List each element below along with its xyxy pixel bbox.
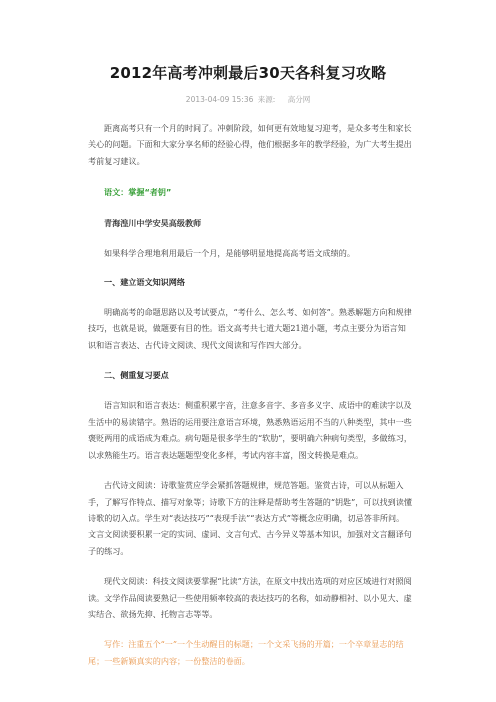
paragraph-2: 语言知识和语言表达：侧重积累字音，注意多音字、多音多义字、成语中的难读字以及生活中的易读错字。熟语的运用要注意语言环境，熟悉熟语运用不当的八种类型，其中一些褒贬两用的成语成为难点。病句题是很多学生的“软肋”，要明确六种病句类型，多做练习，以求熟能生巧。语言表达题题型变化多样，考试内容丰富，图文转换是难点。 <box>88 400 412 460</box>
paragraph-4: 现代文阅读：科技文阅读要掌握“比读”方法，在原文中找出选项的对应区域进行对照阅读。文学作品阅读要熟记一些使用频率较高的表达技巧的名称，如动静相衬、以小见大、虚实结合、欲扬先抑、托物言志等等。 <box>88 576 412 619</box>
article-body <box>88 120 412 669</box>
chinese-intro-paragraph: 如果科学合理地利用最后一个月，是能够明显地提高高考语文成绩的。 <box>104 248 355 259</box>
paragraph-1: 明确高考的命题思路以及考试要点，“考什么、怎么考、如何答”。熟悉解题方向和规律技巧，也就是说，做题要有目的性。语文高考共七道大题21道小题，考点主要分为语言知识和语言表达、古代诗文阅读、现代文阅读和写作四大部分。 <box>88 306 412 350</box>
paragraph-3: 古代诗文阅读：诗歌鉴赏应学会紧抓答题规律，规范答题。鉴赏古诗，可以从标题入手，了解写作特点、描写对象等；诗歌下方的注释是帮助考生答题的“钥匙”，可以找到读懂诗歌的切入点。学生对“表达技巧”“表现手法”“表达方式”等概念应明确，切忌答非所问。文言文阅读要积累一定的实词、虚词、文言句式、古今异义等基本知识，加强对文言翻译句子的练习。 <box>88 480 412 556</box>
chinese-section-heading: 语文：掌握“者钥” <box>104 187 172 198</box>
section-heading-1: 一、建立语文知识网络 <box>104 277 185 288</box>
article-meta <box>0 94 496 105</box>
source-label: 来源: <box>257 95 276 104</box>
section-heading-2: 二、侧重复习要点 <box>104 370 169 381</box>
teacher-byline: 青海湟川中学安昊高级教师 <box>104 217 202 228</box>
publish-date: 2013-04-09 15:36 <box>185 95 254 104</box>
intro-paragraph: 距离高考只有一个月的时间了。冲刺阶段，如何更有效地复习迎考，是众多考生和家长关心的问题。下面和大家分享名师的经验心得，他们根据多年的教学经验，为广大考生提出考前复习建议。 <box>88 123 412 166</box>
paragraph-5-writing: 写作：注重五个“一”一个生动醒目的标题；一个文采飞扬的开篇；一个卒章显志的结尾；一些新颖真实的内容；一份整洁的卷面。 <box>88 639 404 666</box>
article-title: 2012年高考冲刺最后30天各科复习攻略 <box>109 64 387 82</box>
source-site: 高分网 <box>287 95 311 104</box>
